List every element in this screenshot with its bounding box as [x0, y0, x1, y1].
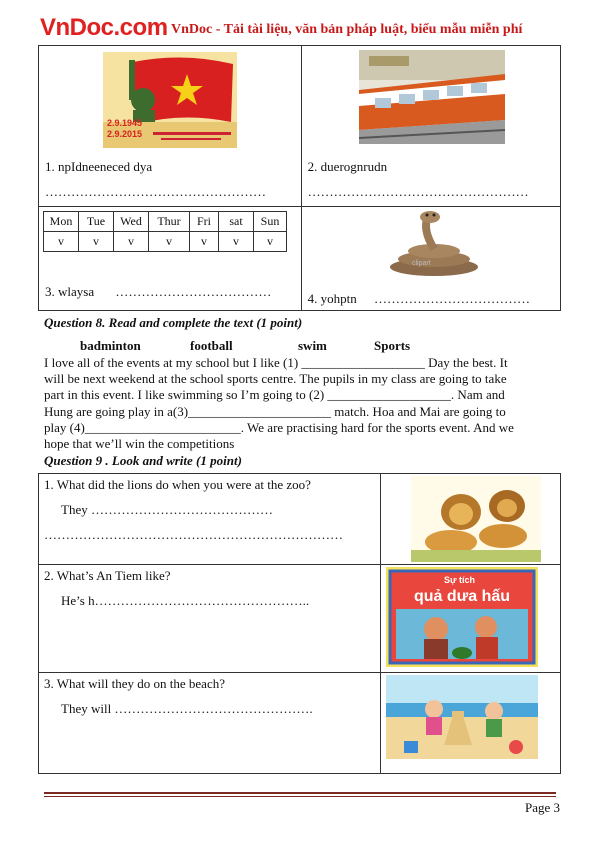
day-sat: sat — [219, 212, 254, 232]
cell-always — [39, 207, 302, 311]
answer-line-4[interactable]: ……………………………… — [374, 291, 531, 306]
text-line-1: I love all of the events at my school but I like (1) ___________________ Day the best. It — [44, 355, 508, 370]
beach-image — [386, 675, 538, 759]
day-fri: Fri — [190, 212, 219, 232]
word-football: football — [190, 338, 233, 353]
book-image-cell — [381, 565, 561, 673]
q9-item-2 — [39, 565, 381, 673]
svg-text:clipart: clipart — [411, 260, 431, 267]
mark-mon: v — [44, 232, 79, 252]
text-line-2: will be next weekend at the school sports centre. The pupils in my class are going to take — [44, 371, 507, 387]
beach-image-cell — [381, 673, 561, 774]
text-line-6: hope that we’ll win the competitions — [44, 436, 235, 452]
scrambled-word-3-label: 3. wlaysa — [45, 284, 95, 299]
poster-year-1: 2.9.1945 — [107, 118, 143, 128]
page-number: Page 3 — [524, 800, 560, 815]
q9-answer-2[interactable]: He’s h………………………………………….. — [61, 593, 310, 608]
scrambled-word-4 — [308, 291, 530, 307]
cell-python — [301, 207, 560, 311]
word-badminton: badminton — [80, 338, 141, 353]
scrambled-word-2: 2. duerognrudn — [307, 159, 388, 174]
q9-question-2: 2. What’s An Tiem like? — [44, 568, 171, 583]
scrambled-word-3 — [45, 284, 271, 300]
mark-thur: v — [149, 232, 190, 252]
text-line-5: play (4)________________________. We are practising hard for the sports event. And we — [44, 419, 514, 435]
mark-sat: v — [219, 232, 254, 252]
answer-line-2[interactable]: …………………………………………… — [307, 184, 529, 199]
book-title-2: quả dưa hấu — [414, 588, 511, 605]
q9-answer-1-line[interactable]: …………………………………………………………… — [44, 527, 343, 542]
cell-underground — [301, 46, 560, 207]
word-swim: swim — [298, 338, 327, 353]
scrambled-word-4-label: 4. yohptn — [307, 291, 357, 306]
independence-poster-image — [103, 52, 237, 148]
lions-image-cell — [381, 474, 561, 565]
day-sun: Sun — [254, 212, 287, 232]
q9-item-3 — [39, 673, 381, 774]
page-header — [40, 14, 570, 44]
q9-question-1: 1. What did the lions do when you were at the zoo? — [44, 477, 311, 492]
mark-fri: v — [190, 232, 219, 252]
q9-answer-1[interactable]: They …………………………………… — [61, 502, 273, 517]
poster-year-2: 2.9.2015 — [107, 129, 143, 139]
mark-sun: v — [254, 232, 287, 252]
question-8-text — [44, 355, 562, 452]
vocab-table — [38, 45, 561, 311]
day-mon: Mon — [44, 212, 79, 232]
book-title-1: Sự tích — [444, 575, 476, 585]
text-line-4: Hung are going play in a(3)______________________ match. Hoa and Mai are going to — [44, 403, 506, 419]
vndoc-logo[interactable]: VnDoc.com — [40, 14, 168, 41]
mark-tue: v — [79, 232, 114, 252]
q9-question-3: 3. What will they do on the beach? — [44, 676, 225, 691]
q9-item-1 — [39, 474, 381, 565]
an-tiem-book-image — [386, 567, 538, 667]
question-9-title: Question 9 . Look and write (1 point) — [44, 453, 242, 468]
lions-image — [411, 476, 541, 562]
day-wed: Wed — [114, 212, 149, 232]
footer-rule-thin — [44, 796, 556, 797]
footer-rule — [44, 792, 556, 794]
day-tue: Tue — [79, 212, 114, 232]
days-table — [43, 211, 287, 252]
python-snake-image — [382, 209, 486, 279]
cell-independence-day — [39, 46, 302, 207]
word-sports: Sports — [374, 338, 411, 353]
mark-wed: v — [114, 232, 149, 252]
question-8-title: Question 8. Read and complete the text (1 point) — [44, 315, 303, 330]
look-write-table — [38, 473, 561, 774]
header-tagline: VnDoc - Tải tài liệu, văn bản pháp luật, biểu mẫu miễn phí — [171, 22, 523, 37]
scrambled-word-1: 1. npIdneeneced dya — [45, 159, 153, 174]
answer-line-3[interactable]: ……………………………… — [115, 284, 272, 299]
train-image — [359, 50, 505, 144]
q9-answer-3[interactable]: They will ………………………………………. — [61, 701, 313, 716]
text-line-3: part in this event. I like swimming so I’m going to (2) ___________________. Nam and — [44, 387, 505, 403]
day-thur: Thur — [149, 212, 190, 232]
answer-line-1[interactable]: …………………………………………… — [45, 184, 266, 199]
